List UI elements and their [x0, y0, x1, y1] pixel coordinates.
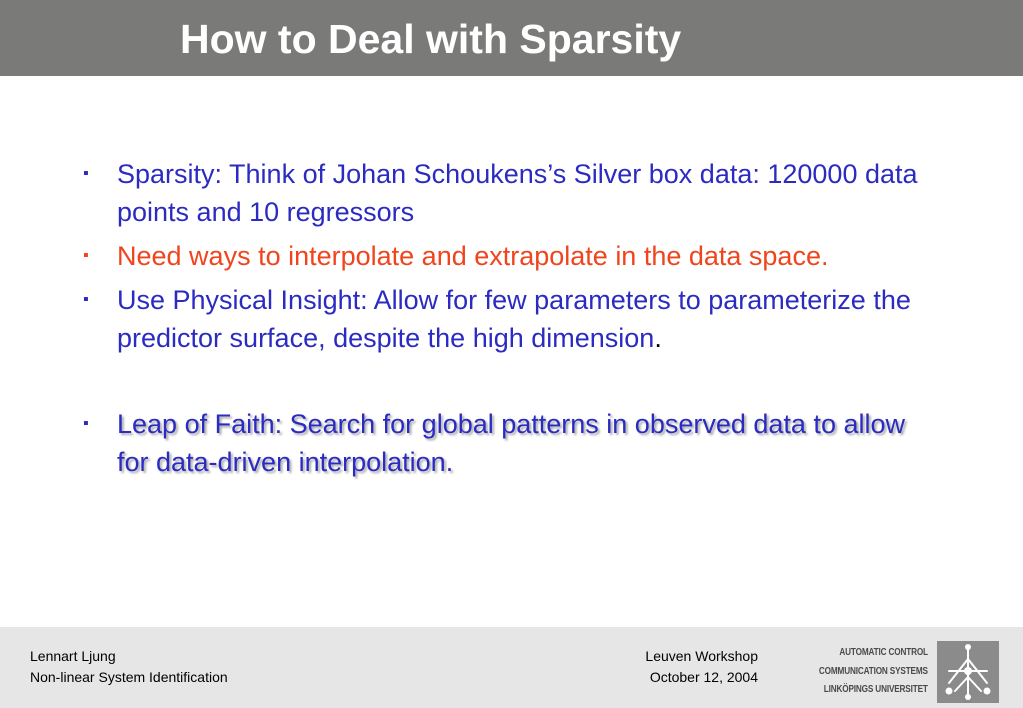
- bullet-square-icon: ▪: [83, 291, 89, 308]
- bullet-item: [83, 155, 943, 231]
- bullet-square-icon: ▪: [83, 247, 89, 264]
- bullet-square-icon: ▪: [83, 415, 89, 432]
- bullet-item: [83, 237, 943, 275]
- bullet-item: [83, 281, 943, 357]
- logo-line-automatic-control: AUTOMATIC CONTROL: [839, 647, 928, 658]
- logo-line-communication-systems: COMMUNICATION SYSTEMS: [819, 666, 928, 677]
- footer-course: Non-linear System Identification: [30, 669, 228, 685]
- bullet-text: Need ways to interpolate and extrapolate in the data space.: [117, 241, 829, 271]
- bullet-text: Leap of Faith: Search for global patterns in observed data to allow for data-driven interpolation.: [117, 409, 905, 477]
- bullet-text: Use Physical Insight: Allow for few parameters to parameterize the predictor surface, despite the high dimension: [117, 285, 911, 353]
- bullet-square-icon: ▪: [83, 165, 89, 182]
- footer: [0, 627, 1023, 708]
- bullet-list: [83, 155, 943, 487]
- footer-date: October 12, 2004: [649, 669, 758, 685]
- footer-author: Lennart Ljung: [30, 648, 116, 664]
- footer-event: Leuven Workshop: [645, 648, 758, 664]
- title-bar: [0, 0, 1023, 76]
- bullet-item: [83, 405, 943, 481]
- university-emblem-icon: [937, 641, 999, 703]
- logo-line-university: LINKÖPINGS UNIVERSITET: [824, 684, 928, 695]
- bullet-period: .: [654, 323, 662, 353]
- slide-title: How to Deal with Sparsity: [180, 16, 682, 62]
- bullet-text: Sparsity: Think of Johan Schoukens’s Silver box data: 120000 data points and 10 regressors: [117, 159, 918, 227]
